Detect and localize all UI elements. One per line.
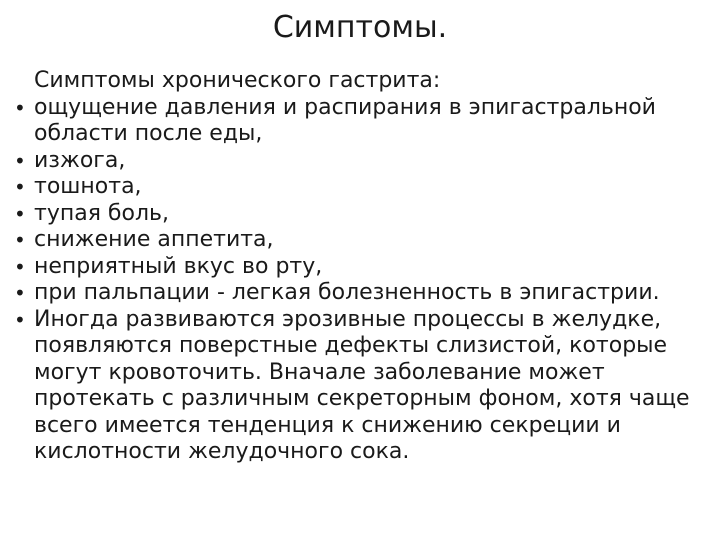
list-item bbox=[14, 227, 714, 254]
list-item bbox=[14, 95, 714, 148]
list-item-text: ощущение давления и распирания в эпигастральной области после еды, bbox=[34, 94, 656, 146]
bullet-icon: • bbox=[14, 254, 26, 279]
bullet-icon: • bbox=[14, 281, 26, 305]
list-item bbox=[14, 148, 714, 175]
list-item bbox=[14, 174, 714, 201]
symptom-list bbox=[14, 95, 714, 466]
bullet-icon: • bbox=[14, 307, 26, 332]
intro-text: Симптомы хронического гастрита: bbox=[34, 68, 441, 93]
bullet-icon: • bbox=[14, 228, 26, 252]
list-item bbox=[14, 280, 714, 307]
list-item-text: при пальпации - легкая болезненность в эпигастрии. bbox=[34, 280, 660, 305]
list-item bbox=[14, 254, 714, 281]
bullet-icon: • bbox=[14, 201, 26, 226]
list-item-text: неприятный вкус во рту, bbox=[34, 253, 323, 279]
list-item-text: тошнота, bbox=[34, 174, 142, 199]
list-item bbox=[14, 307, 714, 466]
list-item-text: изжога, bbox=[34, 147, 126, 173]
bullet-icon: • bbox=[14, 95, 26, 120]
bullet-icon: • bbox=[14, 175, 26, 199]
bullet-icon: • bbox=[14, 148, 26, 173]
list-item-text: тупая боль, bbox=[34, 200, 169, 226]
list-item-text: Иногда развиваются эрозивные процессы в желудке, появляются поверстные дефекты слизистой, которые могут кровоточить. Вначале заболевание может протекать с различным секреторным фоном, хотя чаще всего имеется тенденция к снижению секреции и кислотности желудочного сока. bbox=[34, 306, 690, 464]
slide-body bbox=[14, 68, 714, 466]
list-item-text: снижение аппетита, bbox=[34, 227, 274, 252]
list-item bbox=[14, 201, 714, 228]
slide-title: Симптомы. bbox=[272, 10, 448, 45]
